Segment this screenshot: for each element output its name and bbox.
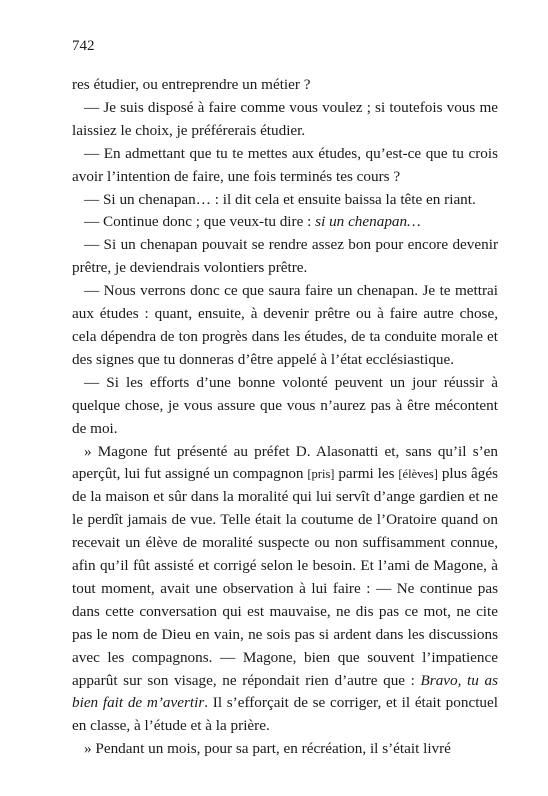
italic-quote: si un chenapan… [315,213,421,231]
italic-quote: Bravo, tu as bien fait de m’avertir [72,671,498,712]
text-run: — Continue donc ; que veux-tu dire : [84,213,316,231]
dialogue-line [72,211,498,234]
dialogue-line: — Je suis disposé à faire comme vous voulez ; si toutefois vous me laissiez le choix, je préférerais étudier. [72,98,498,139]
narrative-paragraph: » Pendant un mois, pour sa part, en récréation, il s’était livré [84,740,451,758]
text-run: » Magone fut présenté au préfet D. Alasonatti et, sans qu’il s’en aperçût, lui fut assigné un compagnon [72,442,498,483]
editorial-insertion: [pris] [307,467,335,482]
paragraph-continuation: res étudier, ou entreprendre un métier ? [72,76,311,93]
text-run: parmi les [334,465,399,483]
narrative-paragraph [72,441,498,739]
dialogue-line: — Si un chenapan pouvait se rendre assez bon pour encore devenir prêtre, je deviendrais volontiers prêtre. [72,236,498,277]
dialogue-line: — Si les efforts d’une bonne volonté peuvent un jour réussir à quelque chose, je vous assure que vous n’aurez pas à être mécontent de moi. [72,373,498,437]
body-text [72,74,498,761]
text-run: plus âgés de la maison et sûr dans la moralité qui lui servît d’ange gardien et ne le perdît jamais de vue. Telle était la coutume de l’Oratoire quand on recevait un élève de moralité suspecte ou non suffisamment connue, afin qu’il fût assisté et corrigé selon le besoin. Et l’ami de Magone, à tout moment, avait une observation à lui faire : — Ne continue pas dans cette conversation qui est mauvaise, ne dis pas ce mot, ne cite pas le nom de Dieu en vain, ne sois pas si ardent dans les discussions avec les compagnons. — Magone, bien que souvent l’impatience apparût sur son visage, ne répondait rien d’autre que : [72,465,499,689]
page-number: 742 [72,38,95,54]
editorial-insertion: [élèves] [398,467,438,482]
dialogue-line: — Si un chenapan… : il dit cela et ensuite baissa la tête en riant. [84,190,476,208]
text-run: . Il s’efforçait de se corriger, et il était ponctuel en classe, à l’étude et à la prière. [72,694,498,735]
dialogue-line: — Nous verrons donc ce que saura faire un chenapan. Je te mettrai aux études : quant, ensuite, à devenir prêtre ou à faire autre chose, cela dépendra de ton progrès dans les études, de ta conduite morale et des signes que tu donneras d’être appelé à l’état ecclésiastique. [72,282,498,368]
dialogue-line: — En admettant que tu te mettes aux études, qu’est-ce que tu crois avoir l’intention de faire, une fois terminés tes cours ? [72,144,498,185]
